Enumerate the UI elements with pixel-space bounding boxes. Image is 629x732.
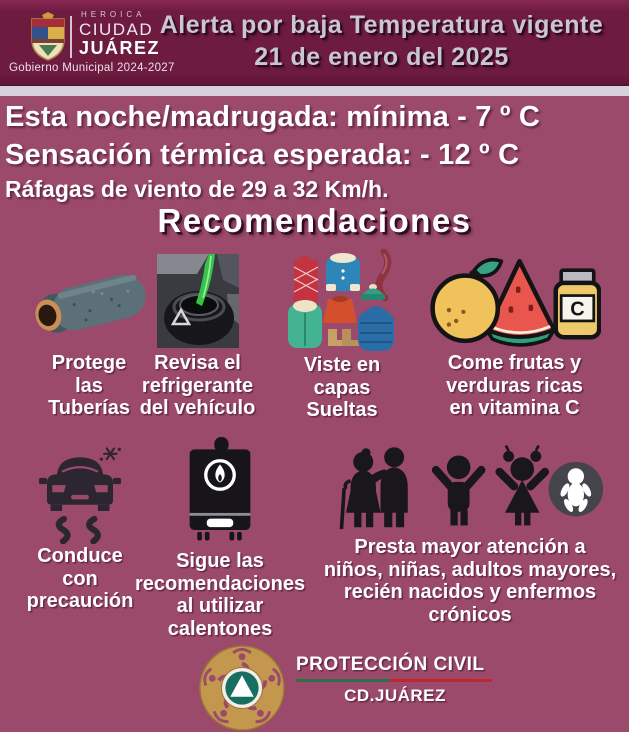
bar-red-segment	[390, 679, 492, 682]
tricolor-bar	[296, 679, 492, 682]
reco-caption-people: Presta mayor atención a niños, niñas, adultos mayores, recién nacidos y enfermos crónicos	[323, 536, 617, 626]
reco-item-fruits	[422, 250, 607, 420]
recommendations-heading: Recomendaciones	[157, 202, 472, 239]
reco-caption-clothes: Viste en capas Sueltas	[303, 354, 381, 422]
baby-icon	[549, 462, 604, 517]
reco-caption-drive: Conduce con precaución	[26, 545, 134, 613]
snowflake-icon	[104, 448, 117, 459]
alert-title-line1: Alerta por baja Temperatura vigente	[159, 11, 604, 39]
reco-item-clothes	[283, 248, 401, 422]
header-divider	[70, 16, 72, 58]
min-temp-line: Esta noche/madrugada: mínima - 7 º C	[5, 101, 541, 133]
header-band	[0, 0, 629, 85]
gas-heater-icon	[180, 436, 260, 550]
alert-details	[5, 98, 627, 204]
gobierno-municipal-label: Gobierno Municipal 2024-2027	[9, 62, 175, 74]
vulnerable-people-icons	[336, 444, 604, 536]
proteccion-civil-wordmark	[296, 654, 494, 706]
winter-clothes-icons	[286, 248, 398, 354]
proteccion-civil-emblem	[198, 644, 286, 732]
reco-item-heater	[135, 436, 305, 640]
wind-chill-line: Sensación térmica esperada: - 12 º C	[5, 139, 520, 171]
wind-gust-line: Ráfagas de viento de 29 a 32 Km/h.	[5, 176, 389, 202]
reco-caption-pipes: Protege las Tuberías	[48, 352, 130, 420]
reco-item-people	[322, 444, 618, 626]
wordmark-heroica: HEROICA	[81, 10, 146, 19]
reco-caption-heater: Sigue las recomendaciones al utilizar calentones	[135, 550, 306, 640]
wordmark-ciudad: CIUDAD	[79, 20, 154, 39]
header-separator-band	[0, 85, 629, 96]
car-skid-caution-icon	[30, 443, 130, 545]
reco-item-drive	[15, 443, 145, 613]
girl-icon	[500, 445, 545, 525]
alert-title	[138, 9, 625, 73]
vitamin-c-fruits-icon	[429, 250, 601, 352]
bar-green-segment	[296, 679, 390, 682]
reco-item-coolant	[135, 250, 260, 420]
coolant-refill-photo	[157, 250, 239, 352]
city-coat-of-arms-icon	[29, 12, 67, 62]
insulated-pipe-photo	[25, 250, 153, 352]
boy-icon	[436, 455, 481, 525]
cd-juarez-label: CD.JUÁREZ	[344, 686, 446, 705]
proteccion-civil-label: PROTECCIÓN CIVIL	[296, 654, 485, 675]
elderly-couple-icon	[341, 447, 407, 529]
reco-caption-coolant: Revisa el refrigerante del vehículo	[139, 352, 256, 420]
wordmark-juarez: JUÁREZ	[79, 38, 161, 58]
vitamin-c-letter: C	[569, 298, 585, 321]
alert-title-line2: 21 de enero del 2025	[254, 43, 509, 71]
reco-caption-fruits: Come frutas y verduras ricas en vitamina C	[446, 352, 583, 420]
